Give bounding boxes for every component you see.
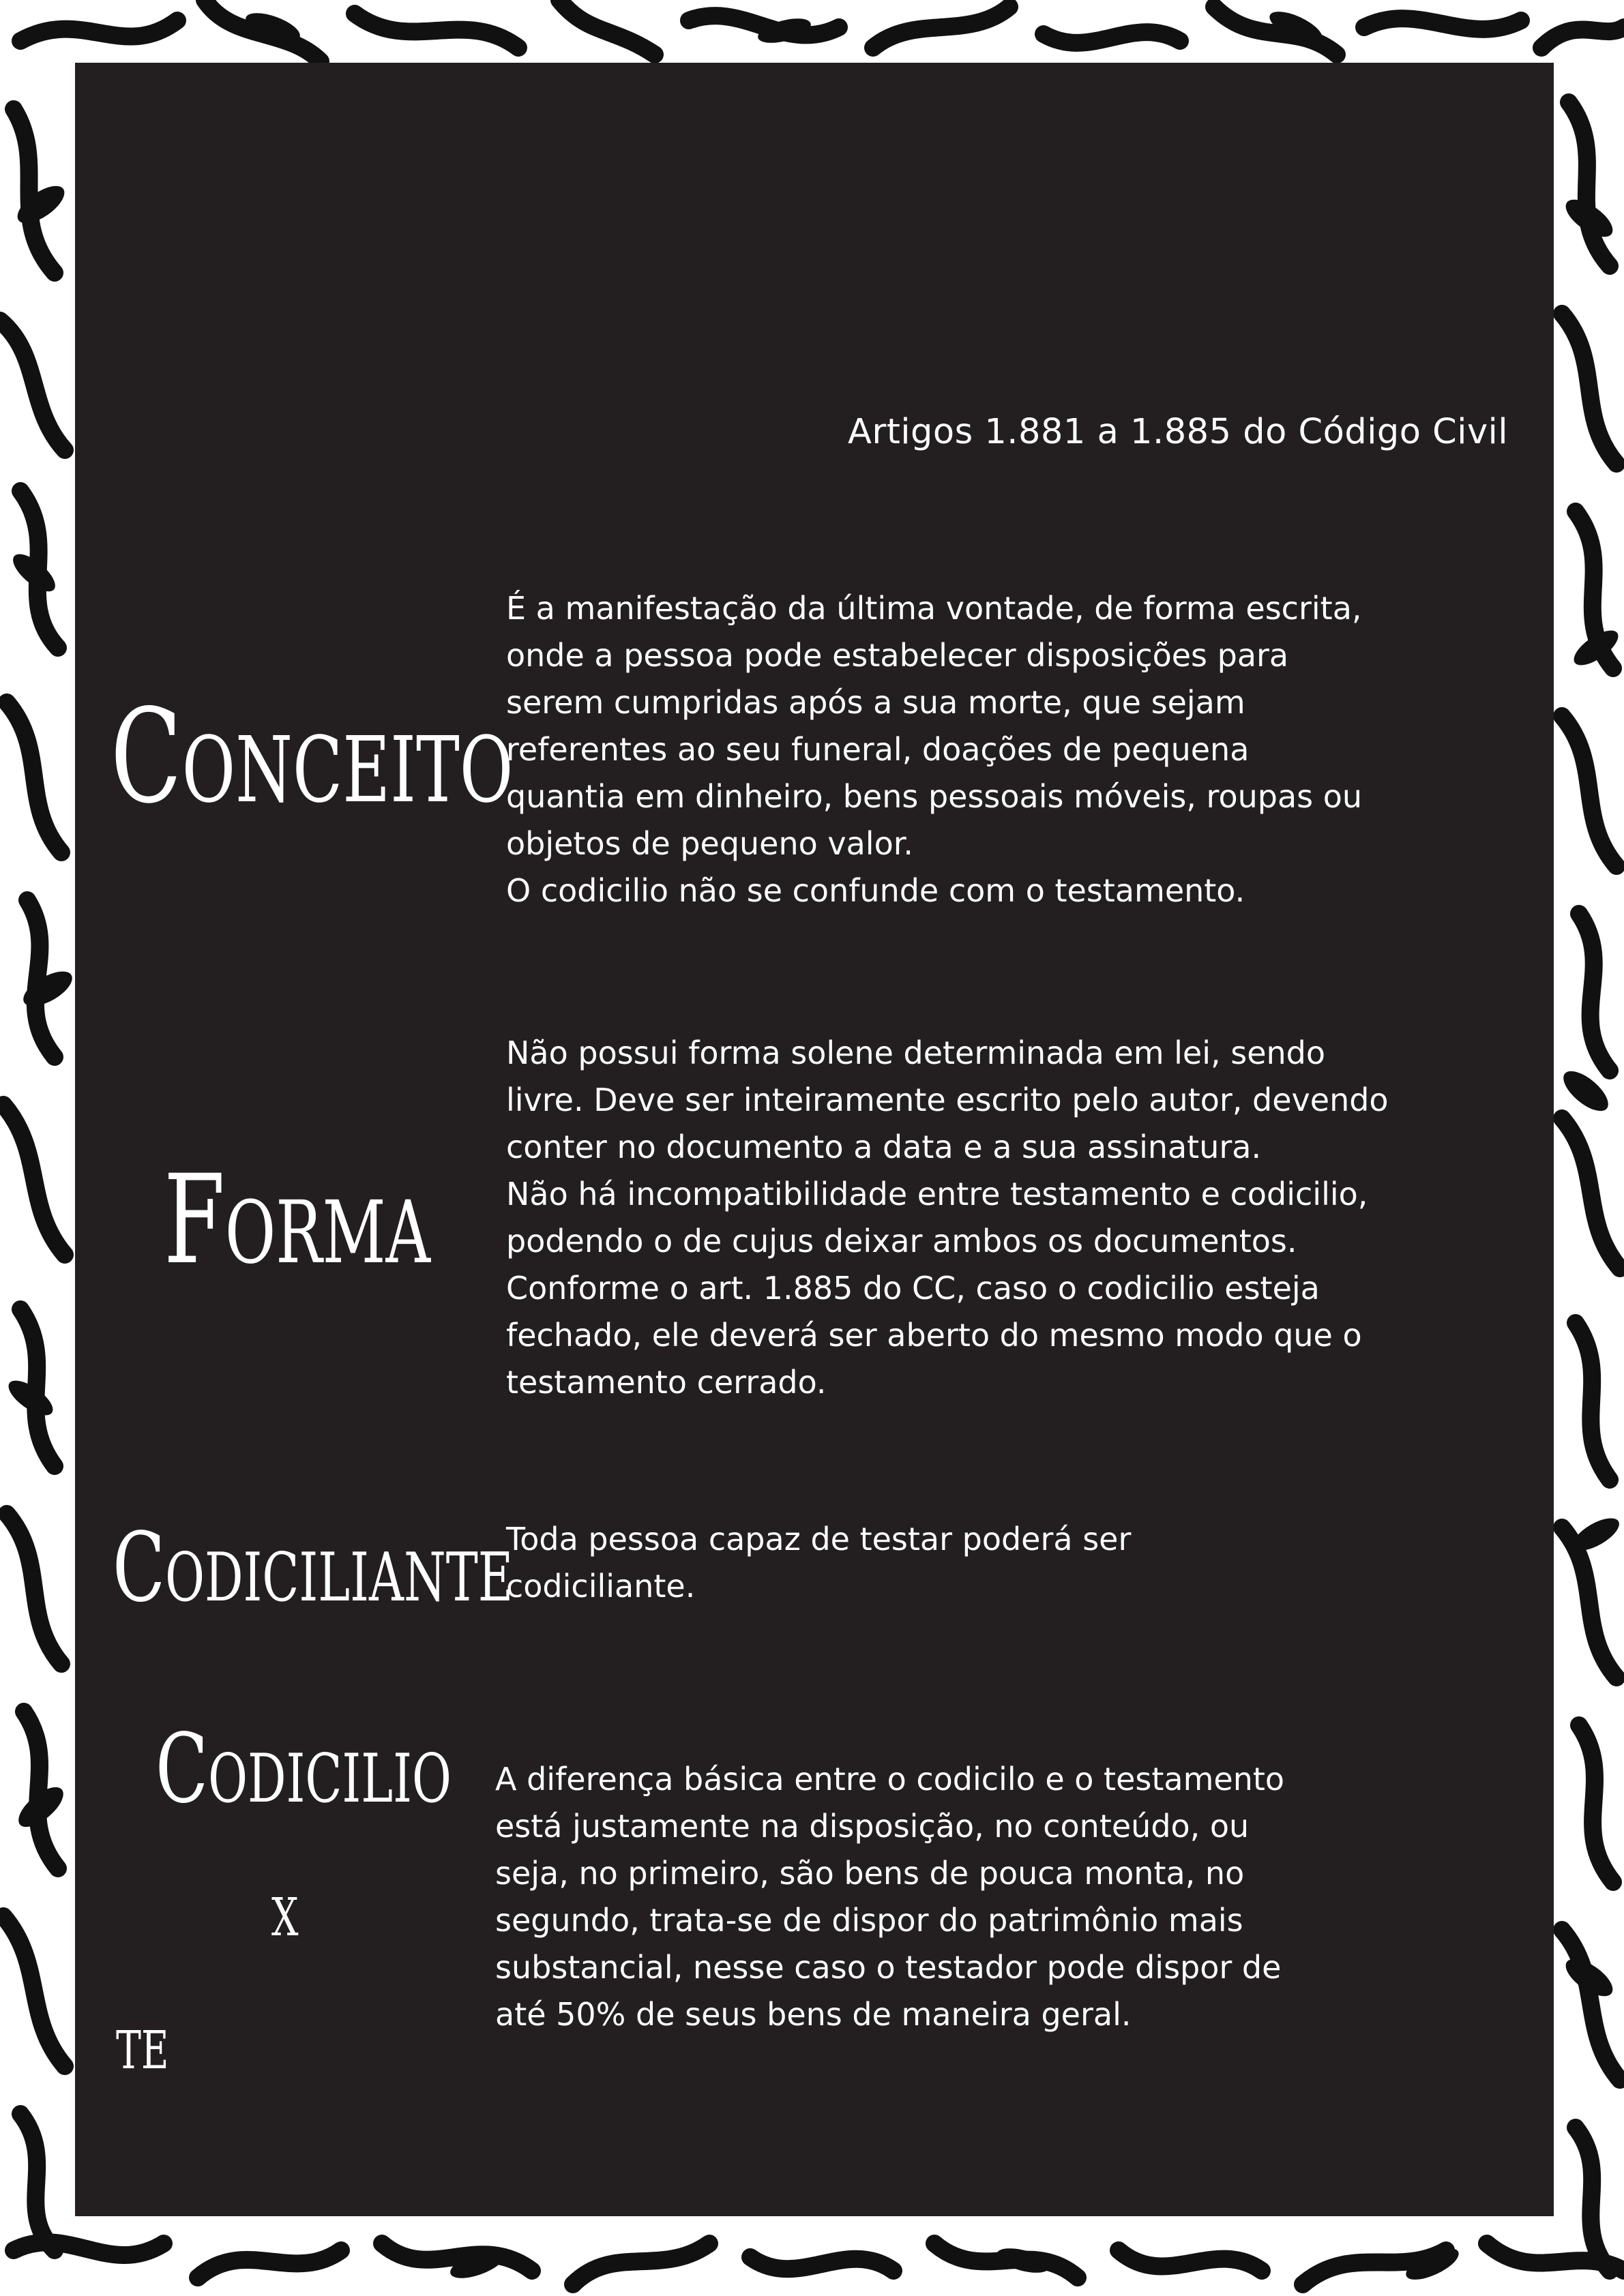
subtitle: Artigos 1.881 a 1.885 do Código Civil <box>847 412 1508 452</box>
text-codiciliante: Toda pessoa capaz de testar poderá ser codiciliante. <box>506 1521 1132 1605</box>
text-conceito: É a manifestação da última vontade, de forma escrita, onde a pessoa pode estabelecer disposições para serem cumpridas após a sua morte, que sejam referentes ao seu funeral, doações de pequena quantia em dinheiro, bens pessoais móveis, roupas ou objetos de pequeno valor. O codicilio não se confunde com o testamento. <box>506 590 1363 909</box>
heading-te: te <box>116 1999 169 2086</box>
heading-x: x <box>271 1866 299 1953</box>
text-forma: Não possui forma solene determinada em lei, sendo livre. Deve ser inteiramente escrito pelo autor, devendo conter no documento a data e a sua assinatura. Não há incompatibilidade entre testamento e codicilio, podendo o de cujus deixar ambos os documentos. Conforme o art. 1.885 do CC, caso o codicilio esteja fechado, ele deverá ser aberto do mesmo modo que o testamento cerrado. <box>506 1034 1389 1401</box>
heading-forma: Forma <box>164 1149 431 1292</box>
heading-codiciliante: Codiciliante <box>113 1512 514 1624</box>
heading-conceito: Conceito <box>110 681 514 832</box>
text-codicilio-x-testamento: A diferença básica entre o codicilo e o testamento está justamente na disposição, no conteúdo, ou seja, no primeiro, são bens de pouca monta, no segundo, trata-se de dispor do patrimônio mais substancial, nesse caso o testador pode dispor de até 50% de seus bens de maneira geral. <box>495 1761 1285 2033</box>
heading-codicilio: Codicilio <box>156 1714 452 1825</box>
